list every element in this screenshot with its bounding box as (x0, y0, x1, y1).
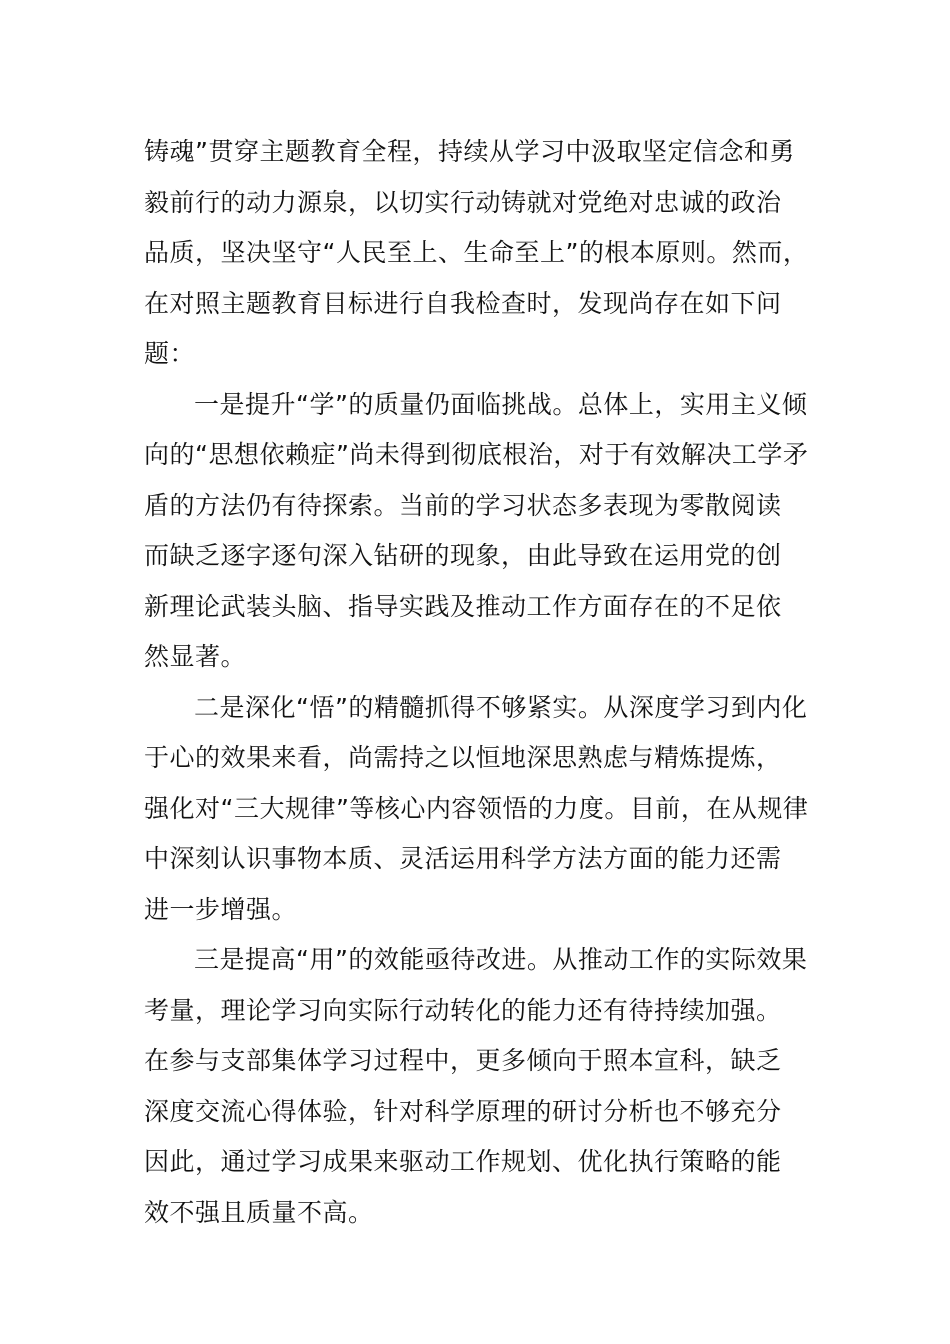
text-line: 于心的效果来看，尚需持之以恒地深思熟虑与精炼提炼， (144, 743, 782, 772)
text-line: 向的“思想依赖症”尚未得到彻底根治，对于有效解决工学矛 (144, 440, 809, 469)
text-line: 然显著。 (144, 642, 247, 671)
text-line: 毅前行的动力源泉，以切实行动铸就对党绝对忠诚的政治 (144, 187, 782, 217)
text-line: 铸魂”贯穿主题教育全程，持续从学习中汲取坚定信念和勇 (144, 137, 795, 166)
text-line: 强化对“三大规律”等核心内容领悟的力度。目前，在从规律 (144, 793, 809, 823)
paragraph-first-line: 二是深化“悟”的精髓抓得不够紧实。从深度学习到内化 (194, 692, 808, 722)
text-line: 而缺乏逐字逐句深入钻研的现象，由此导致在运用党的创 (144, 541, 782, 570)
text-line: 因此，通过学习成果来驱动工作规划、优化执行策略的能 (144, 1147, 782, 1176)
text-line: 在参与支部集体学习过程中，更多倾向于照本宣科，缺乏 (144, 1046, 782, 1075)
paragraph-first-line: 一是提升“学”的质量仍面临挑战。总体上，实用主义倾 (194, 389, 808, 419)
text-line: 效不强且质量不高。 (144, 1197, 374, 1227)
text-line: 中深刻认识事物本质、灵活运用科学方法方面的能力还需 (144, 844, 782, 873)
paragraph-first-line: 三是提高“用”的效能亟待改进。从推动工作的实际效果 (194, 945, 808, 974)
text-line: 考量，理论学习向实际行动转化的能力还有待持续加强。 (144, 995, 782, 1025)
text-line: 在对照主题教育目标进行自我检查时，发现尚存在如下问 (144, 288, 782, 318)
text-line: 题： (144, 339, 196, 368)
text-line: 品质，坚决坚守“人民至上、生命至上”的根本原则。然而， (144, 238, 809, 267)
text-line: 盾的方法仍有待探索。当前的学习状态多表现为零散阅读 (144, 490, 782, 520)
text-line: 新理论武装头脑、指导实践及推动工作方面存在的不足依 (144, 591, 782, 621)
body-text (144, 127, 814, 1238)
text-line: 进一步增强。 (144, 894, 298, 924)
text-line: 深度交流心得体验，针对科学原理的研讨分析也不够充分 (144, 1096, 782, 1126)
